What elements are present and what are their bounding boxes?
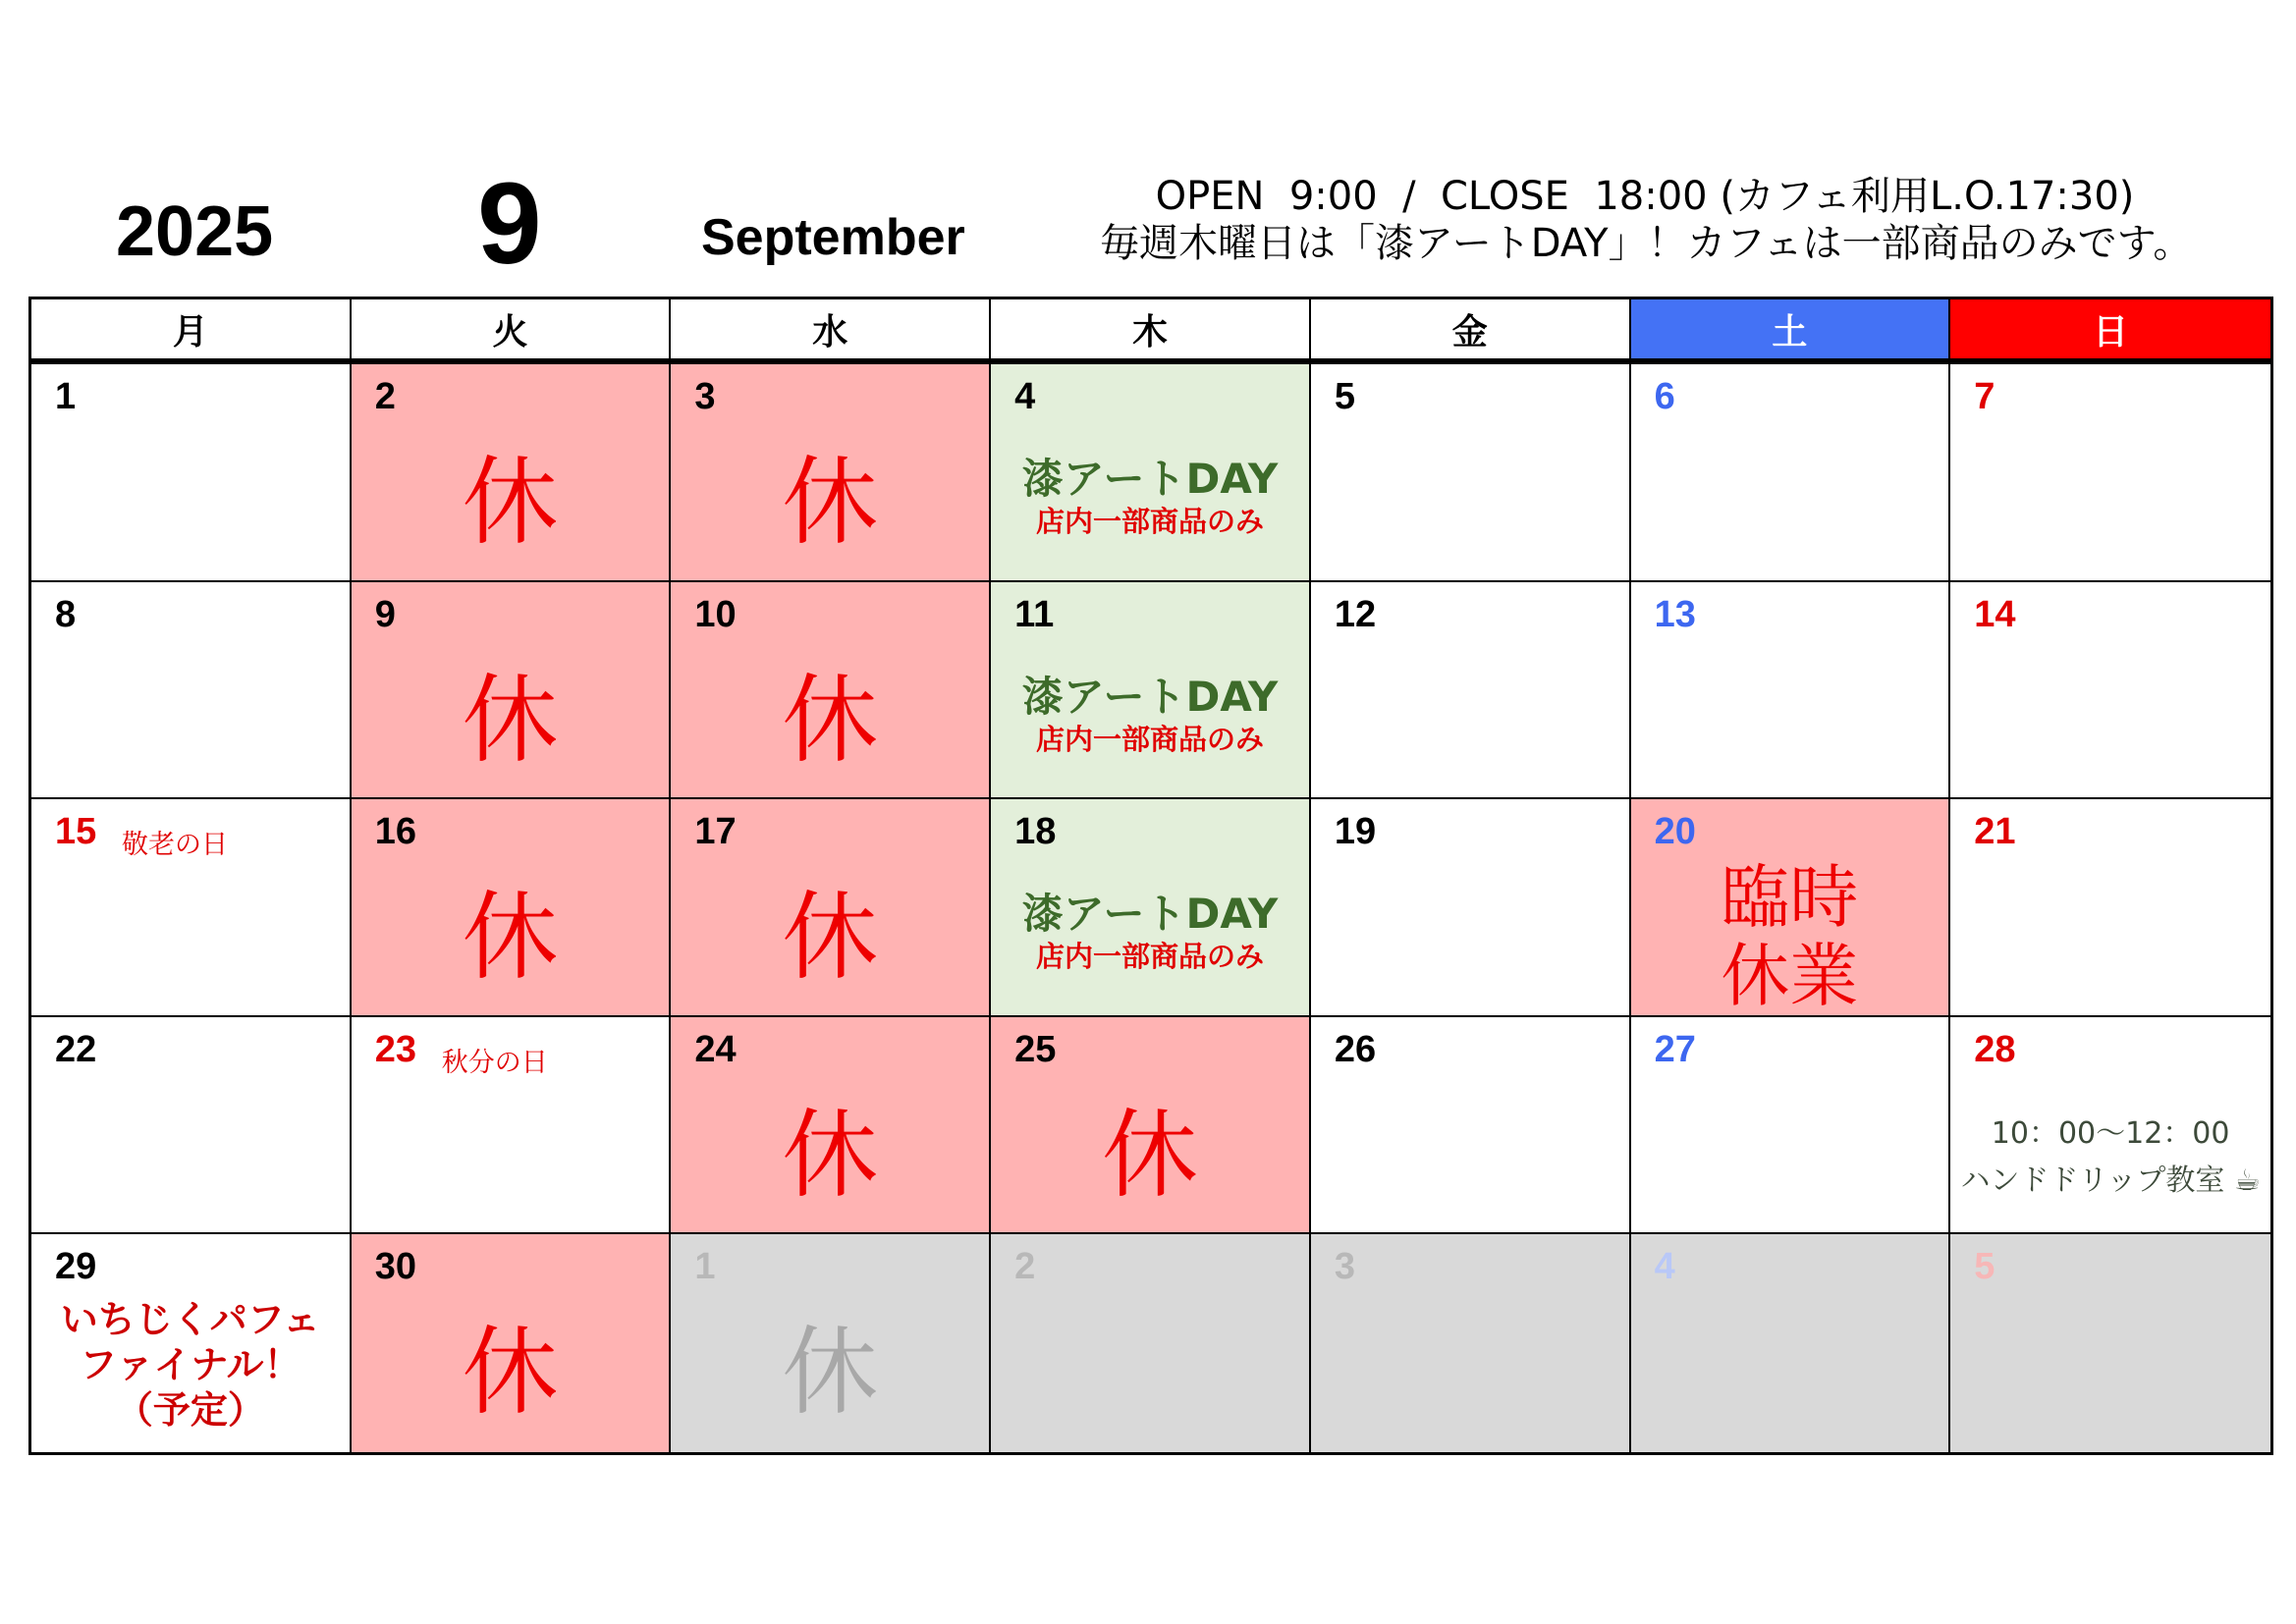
day-number: 9	[374, 593, 396, 635]
event-note	[31, 1297, 350, 1433]
day-number: 15	[55, 811, 97, 853]
day-number: 4	[1014, 376, 1036, 417]
business-info	[1100, 173, 2193, 267]
closed-mark: 休	[462, 882, 559, 995]
day-number: 5	[1334, 376, 1355, 417]
event-time: 10：00～12：00	[1991, 1115, 2230, 1151]
day-number: 3	[694, 376, 716, 417]
art-day-title: 漆アートDAY	[1021, 890, 1279, 939]
closed-mark: 休	[782, 447, 879, 559]
event-note-line: いちじくパフェ	[60, 1298, 320, 1342]
art-day-note: 店内一部商品のみ	[1035, 940, 1264, 974]
art-day-note: 店内一部商品のみ	[1035, 505, 1264, 538]
day-cell	[352, 582, 672, 800]
weekly-notice: 毎週木曜日は「漆アートDAY」！カフェは一部商品のみです。	[1100, 221, 2193, 266]
year: 2025	[116, 192, 274, 271]
day-number: 14	[1974, 593, 2016, 635]
day-number: 3	[1334, 1246, 1355, 1288]
day-number: 19	[1334, 811, 1377, 853]
day-number: 30	[374, 1246, 416, 1288]
temporary-closure	[1631, 858, 1949, 1015]
day-number: 10	[694, 593, 737, 635]
day-number: 25	[1014, 1028, 1057, 1070]
closed-mark: 休	[782, 1317, 879, 1430]
day-cell	[31, 364, 352, 582]
day-cell	[671, 1234, 991, 1452]
weekday-header: 金	[1311, 299, 1631, 364]
event-note-line: ファイナル！	[80, 1343, 301, 1387]
day-number: 17	[694, 811, 737, 853]
day-number: 22	[55, 1028, 97, 1070]
day-number: 1	[694, 1246, 716, 1288]
day-cell	[1950, 799, 2270, 1017]
day-cell	[1631, 364, 1951, 582]
day-cell	[1631, 582, 1951, 800]
day-number: 2	[1014, 1246, 1036, 1288]
day-number: 29	[55, 1246, 97, 1288]
day-cell	[991, 1017, 1311, 1235]
weekday-header: 火	[352, 299, 672, 364]
day-number: 2	[374, 376, 396, 417]
day-cell	[352, 1017, 672, 1235]
art-day-note: 店内一部商品のみ	[1035, 722, 1264, 756]
day-cell	[1311, 1017, 1631, 1235]
day-cell	[1311, 1234, 1631, 1452]
day-number: 23	[374, 1028, 416, 1070]
day-cell	[1950, 1017, 2270, 1235]
day-cell	[31, 1234, 352, 1452]
day-number: 1	[55, 376, 77, 417]
art-day-title: 漆アートDAY	[1021, 672, 1279, 721]
weekday-header: 日	[1950, 299, 2270, 364]
weekday-header: 土	[1631, 299, 1951, 364]
day-cell	[31, 582, 352, 800]
holiday-name: 秋分の日	[441, 1047, 548, 1078]
day-cell	[352, 364, 672, 582]
day-number: 13	[1654, 593, 1696, 635]
day-cell	[1631, 799, 1951, 1017]
month-name: September	[701, 209, 965, 266]
day-number: 24	[694, 1028, 737, 1070]
day-number: 4	[1654, 1246, 1675, 1288]
day-cell	[991, 582, 1311, 800]
day-cell	[991, 1234, 1311, 1452]
event-name: ハンドドリップ教室 ☕	[1960, 1163, 2261, 1198]
closed-mark: 休	[462, 664, 559, 777]
temporary-closure-line: 臨時	[1721, 857, 1859, 939]
event-note-line: （予定）	[115, 1388, 265, 1433]
day-cell	[1311, 364, 1631, 582]
closed-mark: 休	[782, 1099, 879, 1212]
art-day-label	[991, 455, 1309, 539]
weekday-header: 月	[31, 299, 352, 364]
art-day-label	[991, 890, 1309, 974]
day-number: 26	[1334, 1028, 1377, 1070]
day-cell	[671, 364, 991, 582]
day-number: 7	[1974, 376, 1995, 417]
day-cell	[31, 1017, 352, 1235]
day-cell	[671, 1017, 991, 1235]
day-number: 27	[1654, 1028, 1696, 1070]
day-number: 11	[1014, 593, 1055, 635]
day-number: 28	[1974, 1028, 2016, 1070]
day-cell	[352, 799, 672, 1017]
day-number: 5	[1974, 1246, 1995, 1288]
closed-mark: 休	[782, 882, 879, 995]
day-cell	[1631, 1234, 1951, 1452]
art-day-title: 漆アートDAY	[1021, 455, 1279, 503]
day-number: 20	[1654, 811, 1696, 853]
temporary-closure-line: 休業	[1721, 936, 1859, 1017]
day-number: 12	[1334, 593, 1377, 635]
day-cell	[1950, 1234, 2270, 1452]
day-cell	[1950, 364, 2270, 582]
closed-mark: 休	[462, 447, 559, 559]
weekday-header: 水	[671, 299, 991, 364]
month-number: 9	[477, 159, 542, 289]
day-cell	[671, 799, 991, 1017]
day-cell	[1311, 799, 1631, 1017]
day-number: 8	[55, 593, 77, 635]
closed-mark: 休	[782, 664, 879, 777]
day-cell	[1311, 582, 1631, 800]
day-cell	[1950, 582, 2270, 800]
day-cell	[671, 582, 991, 800]
art-day-label	[991, 673, 1309, 757]
closed-mark: 休	[462, 1317, 559, 1430]
business-hours: OPEN 9:00 / CLOSE 18:00 (カフェ利用L.O.17:30)	[1155, 174, 2135, 219]
day-cell	[991, 364, 1311, 582]
weekday-header: 木	[991, 299, 1311, 364]
day-number: 18	[1014, 811, 1057, 853]
day-cell	[31, 799, 352, 1017]
day-cell	[1631, 1017, 1951, 1235]
day-number: 21	[1974, 811, 2016, 853]
calendar-grid	[28, 297, 2273, 1455]
holiday-name: 敬老の日	[122, 830, 228, 861]
closed-mark: 休	[1101, 1099, 1198, 1212]
day-number: 6	[1654, 376, 1675, 417]
event-info	[1950, 1110, 2270, 1205]
day-cell	[991, 799, 1311, 1017]
day-number: 16	[374, 811, 416, 853]
day-cell	[352, 1234, 672, 1452]
